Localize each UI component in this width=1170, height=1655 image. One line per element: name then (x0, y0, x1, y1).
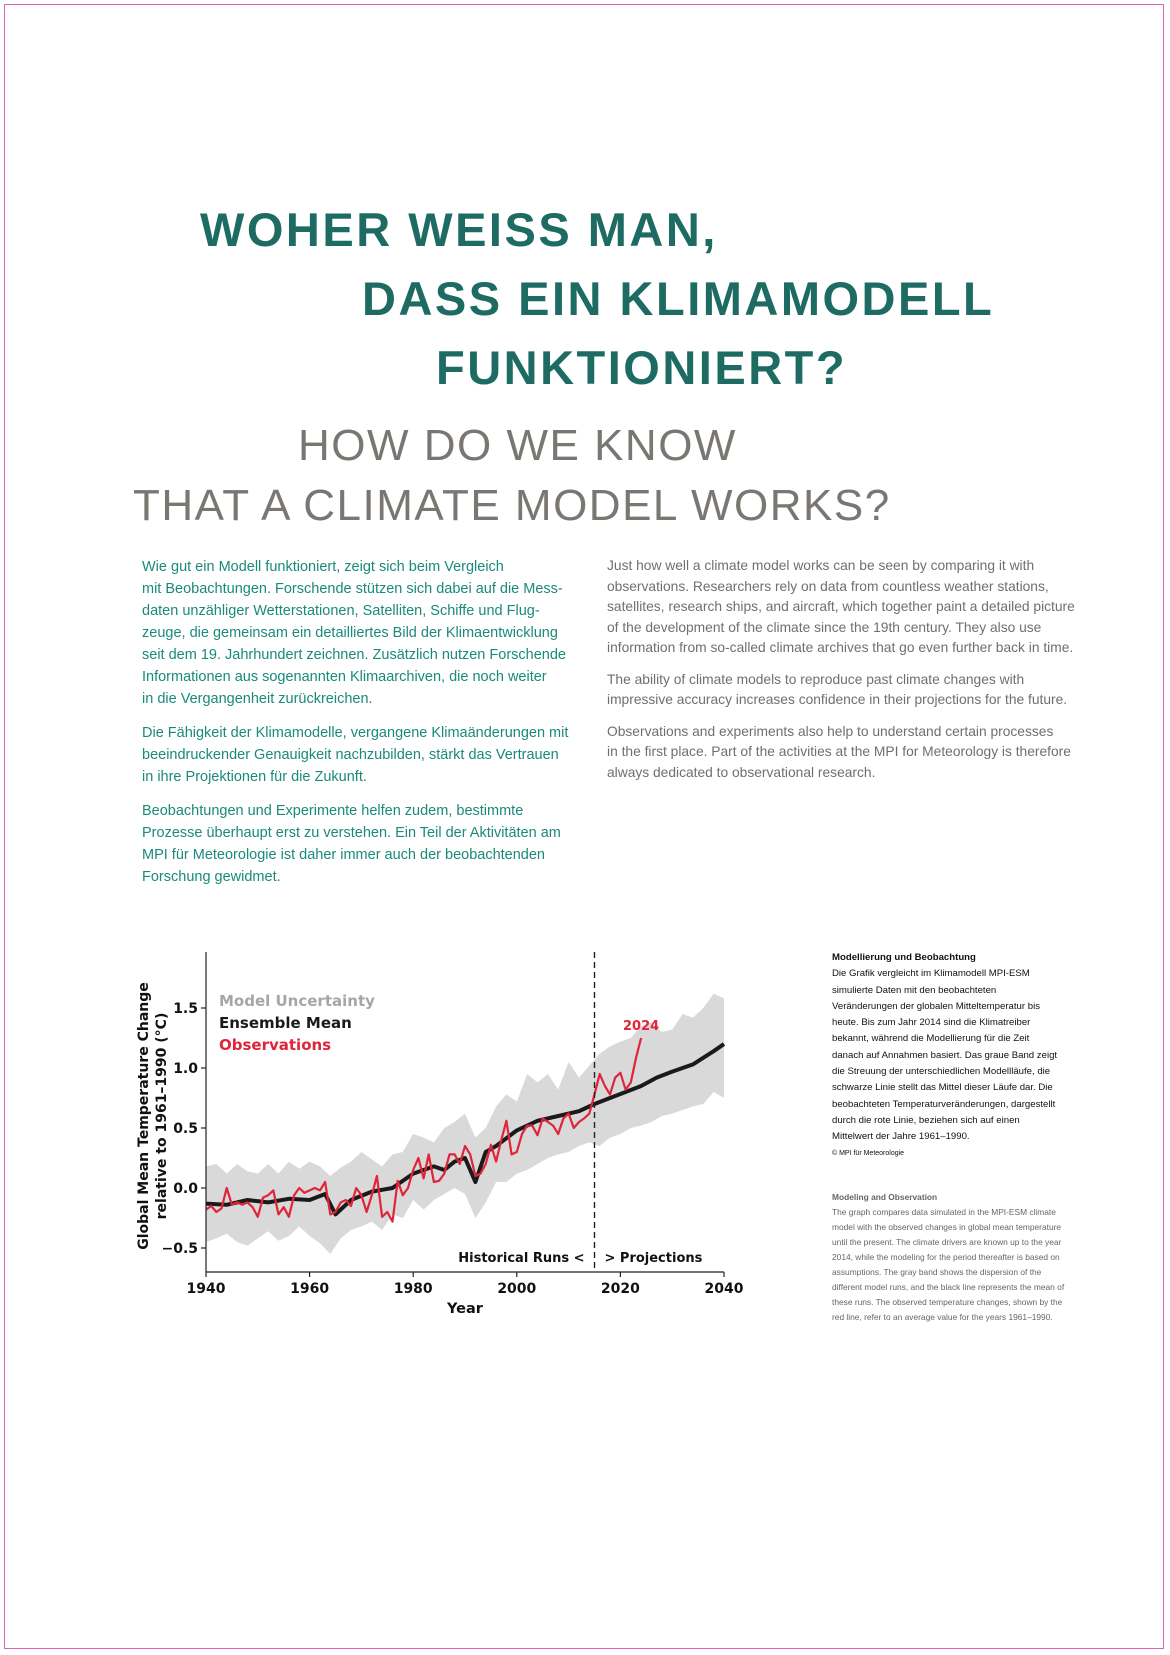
title-de-line1: WOHER WEISS MAN, (200, 203, 718, 256)
y-axis-title-line1: Global Mean Temperature Change (136, 982, 152, 1250)
y-axis-title-line2: relative to 1961–1990 (°C) (154, 1012, 170, 1220)
legend-model-uncertainty: Model Uncertainty (219, 992, 375, 1010)
caption-en-text: The graph compares data simulated in the MPI-ESM climate model with the observed changes in global mean temperature until the present. The climate drivers are known up to the year 2014, while the modeling for the period thereafter is based on assumptions. The gray band shows the dispersion of the different model runs, and the black line represents the mean of these runs. The observed temperature changes, shown by the red line, refer to an average value for the years 1961–1990. (832, 1207, 1065, 1322)
label-projections: > Projections (604, 1251, 703, 1266)
title-de-line3: FUNKTIONIERT? (436, 341, 848, 394)
annotation-2024: 2024 (623, 1019, 660, 1034)
body-german (142, 556, 582, 900)
temperature-chart (130, 950, 800, 1340)
caption-german (832, 950, 1062, 1162)
body-en-paragraph-2: The ability of climate models to reproduce past climate changes with impressive accuracy increases confidence in their projections for the future. (607, 671, 1068, 707)
title-en-line2: THAT A CLIMATE MODEL WORKS? (133, 481, 891, 530)
caption-de-text: Die Grafik vergleicht im Klimamodell MPI-ESM simulierte Daten mit den beobachteten Veränderungen der globalen Mitteltemperatur bis heute. Bis zum Jahr 2014 sind die Klimatreiber bekannt, während die Modellierung für die Zeit danach auf Annahmen basiert. Das graue Band zeigt die Streuung der unterschiedlichen Modellläufe, die schwarze Linie stellt das Mittel dieser Läufe dar. Die beobachteten Temperaturveränderungen, dargestellt durch die rote Linie, beziehen sich auf einen Mittelwert der Jahre 1961–1990. (832, 968, 1058, 1143)
caption-de-title: Modellierung und Beobachtung (832, 952, 976, 963)
body-de-paragraph-1: Wie gut ein Modell funktioniert, zeigt sich beim Vergleich mit Beobachtungen. Forschende stützen sich dabei auf die Mess- daten unzähliger Wetterstationen, Satelliten, Schiffe und Flug- zeuge, die gemeinsam ein detailliertes Bild der Klimaentwicklung seit dem 19. Jahrhundert zeichnen. Zusätzlich nutzen Forschende Informationen aus sogenannten Klimaarchiven, die noch weiter in die Vergangenheit zurückreichen. (142, 559, 566, 707)
y-tick-label: 1.0 (173, 1061, 198, 1077)
y-tick-label: 1.5 (173, 1001, 198, 1017)
x-tick-label: 2040 (704, 1281, 744, 1297)
title-de-line2: DASS EIN KLIMAMODELL (362, 272, 995, 325)
label-historical-runs: Historical Runs < (458, 1251, 585, 1266)
legend-observations: Observations (219, 1036, 332, 1054)
body-de-paragraph-2: Die Fähigkeit der Klimamodelle, vergangene Klimaänderungen mit beeindruckender Genauigkeit nachzubilden, stärkt das Vertrauen in ihre Projektionen für die Zukunft. (142, 725, 569, 785)
body-en-paragraph-1: Just how well a climate model works can be seen by comparing it with observations. Researchers rely on data from countless weather stations, satellites, research ships, and aircraft, which together paint a detailed picture of the development of the climate since the 19th century. They also use information from so-called climate archives that go even further back in time. (607, 558, 1075, 655)
x-tick-label: 1940 (186, 1281, 226, 1297)
x-tick-label: 1980 (393, 1281, 433, 1297)
x-tick-label: 1960 (290, 1281, 330, 1297)
y-tick-label: 0.5 (173, 1121, 198, 1137)
y-tick-label: −0.5 (161, 1241, 198, 1257)
title-en-line1: HOW DO WE KNOW (298, 421, 737, 470)
x-axis-title: Year (447, 1301, 483, 1317)
x-tick-label: 2020 (600, 1281, 640, 1297)
body-en-paragraph-3: Observations and experiments also help to understand certain processes in the first place. Part of the activities at the MPI for Meteorology is therefore always dedicated to observational research. (607, 723, 1071, 780)
x-tick-label: 2000 (497, 1281, 537, 1297)
caption-de-copyright: © MPI für Meteorologie (832, 1149, 905, 1157)
y-tick-label: 0.0 (173, 1181, 198, 1197)
caption-english (832, 1190, 1067, 1325)
body-english (607, 556, 1077, 794)
legend-ensemble-mean: Ensemble Mean (219, 1014, 352, 1032)
caption-en-title: Modeling and Observation (832, 1192, 938, 1202)
body-de-paragraph-3: Beobachtungen und Experimente helfen zudem, bestimmte Prozesse überhaupt erst zu verstehen. Ein Teil der Aktivitäten am MPI für Meteorologie ist daher immer auch der beobachtenden Forschung gewidmet. (142, 803, 561, 885)
